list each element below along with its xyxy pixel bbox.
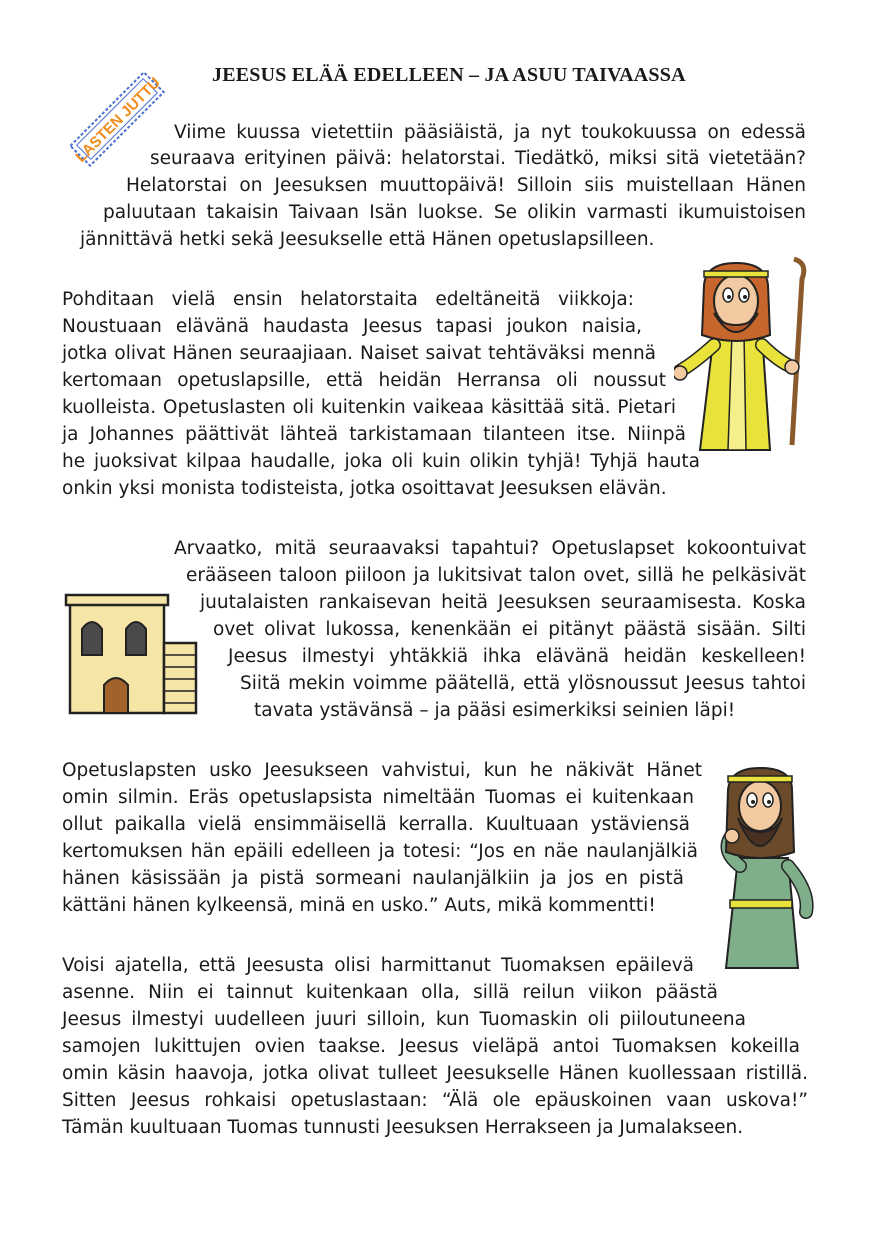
paragraph-line: tavata ystävänsä – ja pääsi esimerkiksi seinien läpi!	[254, 700, 736, 721]
badge-text: LASTEN JUTTU	[72, 74, 164, 166]
paragraph-line: omin silmin. Eräs opetuslapsista nimeltään Tuomas ei kuitenkaan	[62, 787, 694, 808]
paragraph-line: ja Johannes päättivät lähteä tarkistamaan tilanteen itse. Niinpä	[62, 424, 686, 445]
paragraph-line: erääseen taloon piiloon ja lukitsivat talon ovet, sillä he pelkäsivät	[186, 565, 806, 586]
paragraph-line: Noustuaan elävänä haudasta Jeesus tapasi joukon naisia,	[62, 316, 642, 337]
paragraph-line: asenne. Niin ei tainnut kuitenkaan olla, sillä reilun viikon päästä	[62, 982, 718, 1003]
paragraph-line: juutalaisten rankaisevan heitä Jeesuksen seuraamisesta. Koska	[200, 592, 806, 613]
paragraph-line: Jeesus ilmestyi uudelleen juuri silloin, kun Tuomaskin oli piiloutuneena	[62, 1009, 746, 1030]
paragraph-line: onkin yksi monista todisteista, jotka osoittavat Jeesuksen elävän.	[62, 478, 667, 499]
paragraph-line: omin käsin haavoja, jotka olivat tulleet Jeesukselle Hänen kuollessaan ristillä.	[62, 1063, 808, 1084]
paragraph-line: Viime kuussa vietettiin pääsiäistä, ja nyt toukokuussa on edessä	[174, 122, 806, 143]
paragraph-line: kuolleista. Opetuslasten oli kuitenkin vaikeaa käsittää sitä. Pietari	[62, 397, 676, 418]
paragraph-line: kertomaan opetuslapsille, että heidän Herransa oli noussut	[62, 370, 666, 391]
paragraph-line: Jeesus ilmestyi yhtäkkiä ihka elävänä heidän keskelleen!	[228, 646, 806, 667]
article-title: JEESUS ELÄÄ EDELLEEN – JA ASUU TAIVAASSA	[212, 64, 686, 86]
paragraph-line: Siitä mekin voimme päätellä, että ylösnoussut Jeesus tahtoi	[240, 673, 806, 694]
paragraph-line: Pohditaan vielä ensin helatorstaita edeltäneitä viikkoja:	[62, 289, 634, 310]
paragraph-line: ovet olivat lukossa, kenenkään ei pitänyt päästä sisään. Silti	[213, 619, 806, 640]
paragraph-line: samojen lukittujen ovien taakse. Jeesus vieläpä antoi Tuomaksen kokeilla	[62, 1036, 800, 1057]
paragraph-line: jännittävä hetki sekä Jeesukselle että Hänen opetuslapsilleen.	[80, 229, 655, 250]
paragraph-line: Helatorstai on Jeesuksen muuttopäivä! Silloin siis muistellaan Hänen	[126, 175, 806, 196]
paragraph-line: Voisi ajatella, että Jeesusta olisi harmittanut Tuomaksen epäilevä	[62, 955, 694, 976]
paragraph-line: jotka olivat Hänen seuraajiaan. Naiset saivat tehtäväksi mennä	[62, 343, 656, 364]
paragraph-line: kättäni hänen kylkeensä, minä en usko.” Auts, mikä kommentti!	[62, 895, 656, 916]
paragraph-line: Tämän kuultuaan Tuomas tunnusti Jeesuksen Herrakseen ja Jumalakseen.	[62, 1117, 744, 1138]
paragraph-line: ollut paikalla vielä ensimmäisellä kerralla. Kuultuaan ystäviensä	[62, 814, 690, 835]
jesus-with-staff-illustration	[674, 255, 812, 455]
paragraph-line: hänen käsissään ja pistä sormeani naulanjälkiin ja jos en pistä	[62, 868, 684, 889]
house-illustration	[64, 593, 198, 715]
paragraph-line: he juoksivat kilpaa haudalle, joka oli kuin olikin tyhjä! Tyhjä hauta	[62, 451, 700, 472]
paragraph-line: paluutaan takaisin Taivaan Isän luokse. Se olikin varmasti ikumuistoisen	[103, 202, 806, 223]
thomas-thinking-illustration	[702, 762, 822, 972]
paragraph-line: Opetuslapsten usko Jeesukseen vahvistui, kun he näkivät Hänet	[62, 760, 702, 781]
paragraph-line: seuraava erityinen päivä: helatorstai. Tiedätkö, miksi sitä vietetään?	[150, 148, 806, 169]
paragraph-line: Arvaatko, mitä seuraavaksi tapahtui? Opetuslapset kokoontuivat	[174, 538, 806, 559]
paragraph-line: kertomuksen hän epäili edelleen ja totesi: “Jos en näe naulanjälkiä	[62, 841, 698, 862]
paragraph-line: Sitten Jeesus rohkaisi opetuslastaan: “Älä ole epäuskoinen vaan uskova!”	[62, 1090, 808, 1111]
